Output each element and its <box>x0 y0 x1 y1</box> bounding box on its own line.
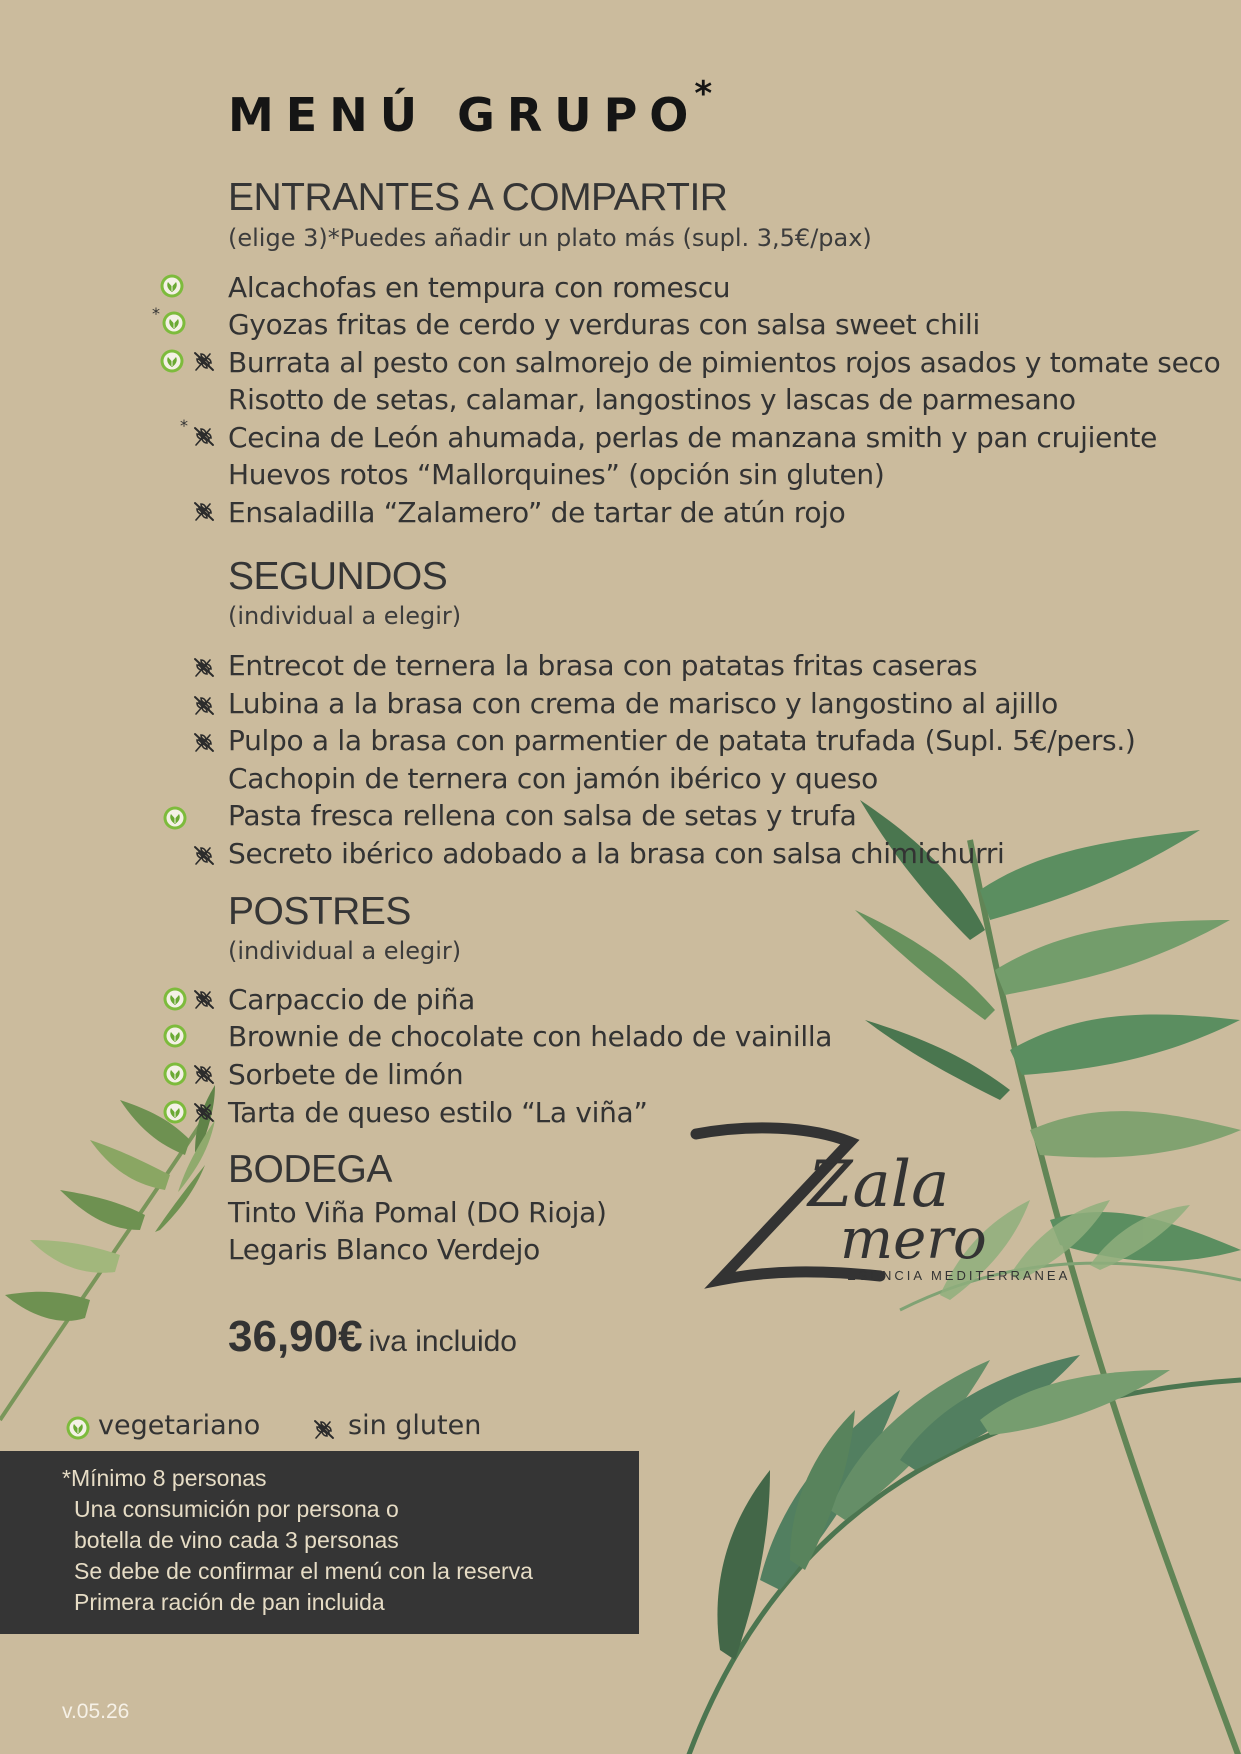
vegetarian-icon <box>163 1024 187 1048</box>
menu-item: Alcachofas en tempura con romescu <box>228 271 731 304</box>
menu-item: Tarta de queso estilo “La viña” <box>228 1096 648 1129</box>
gluten-free-icon <box>192 843 216 867</box>
menu-item: Huevos rotos “Mallorquines” (opción sin gluten) <box>228 458 885 491</box>
menu-item: Cachopin de ternera con jamón ibérico y queso <box>228 762 878 795</box>
menu-title: MENÚ GRUPO* <box>228 74 713 142</box>
menu-item: Pulpo a la brasa con parmentier de patata trufada (Supl. 5€/pers.) <box>228 724 1136 757</box>
menu-item: Lubina a la brasa con crema de marisco y langostino al ajillo <box>228 687 1058 720</box>
menu-item: Secreto ibérico adobado a la brasa con salsa chimichurri <box>228 837 1005 870</box>
section-heading-postres: POSTRES <box>228 890 411 933</box>
section-subtitle-entrantes: (elige 3)*Puedes añadir un plato más (supl. 3,5€/pax) <box>228 224 872 252</box>
menu-item: Risotto de setas, calamar, langostinos y lascas de parmesano <box>228 383 1076 416</box>
price-amount: 36,90€ <box>228 1312 363 1361</box>
condition-line: botella de vino cada 3 personas <box>74 1527 399 1553</box>
vegetarian-icon <box>160 349 184 373</box>
condition-line: *Mínimo 8 personas <box>62 1465 267 1491</box>
condition-line: Una consumición por persona o <box>74 1496 399 1522</box>
condition-line: Se debe de confirmar el menú con la reserva <box>74 1558 533 1584</box>
section-subtitle-segundos: (individual a elegir) <box>228 602 462 630</box>
zalamero-logo <box>690 1120 1070 1300</box>
menu-price <box>228 1312 517 1362</box>
section-subtitle-postres: (individual a elegir) <box>228 937 462 965</box>
condition-line: Primera ración de pan incluida <box>74 1589 385 1615</box>
gluten-free-icon <box>192 1100 216 1124</box>
gluten-free-icon <box>192 349 216 373</box>
gluten-free-icon <box>192 693 216 717</box>
menu-item: Gyozas fritas de cerdo y verduras con salsa sweet chili <box>228 308 980 341</box>
legend-vegetarian: vegetariano <box>98 1410 261 1441</box>
gluten-free-icon <box>312 1417 336 1441</box>
vegetarian-icon <box>160 274 184 298</box>
menu-item: Carpaccio de piña <box>228 983 476 1016</box>
logo-tagline: ESENCIA MEDITERRANEA <box>847 1268 1070 1283</box>
wine-item: Legaris Blanco Verdejo <box>228 1233 540 1266</box>
menu-item: Pasta fresca rellena con salsa de setas y trufa <box>228 799 857 832</box>
menu-item: Sorbete de limón <box>228 1058 464 1091</box>
asterisk-mark: * <box>180 416 188 435</box>
menu-item: Cecina de León ahumada, perlas de manzana smith y pan crujiente <box>228 421 1158 454</box>
vegetarian-icon <box>163 1062 187 1086</box>
menu-item: Burrata al pesto con salmorejo de pimientos rojos asados y tomate seco <box>228 346 1221 379</box>
conditions-box <box>0 1451 639 1634</box>
logo-name-top: Zala <box>808 1148 950 1222</box>
gluten-free-icon <box>192 424 216 448</box>
gluten-free-icon <box>192 1062 216 1086</box>
wine-item: Tinto Viña Pomal (DO Rioja) <box>228 1196 607 1229</box>
gluten-free-icon <box>192 499 216 523</box>
section-heading-segundos: SEGUNDOS <box>228 555 448 598</box>
logo-name-bottom: mero <box>840 1207 987 1272</box>
gluten-free-icon <box>192 655 216 679</box>
gluten-free-icon <box>192 987 216 1011</box>
vegetarian-icon <box>66 1416 90 1440</box>
title-asterisk: * <box>694 74 713 114</box>
version-label: v.05.26 <box>62 1700 130 1723</box>
vegetarian-icon <box>163 1100 187 1124</box>
menu-item: Entrecot de ternera la brasa con patatas fritas caseras <box>228 649 978 682</box>
vegetarian-icon <box>162 311 186 335</box>
section-heading-entrantes: ENTRANTES A COMPARTIR <box>228 176 728 219</box>
asterisk-mark: * <box>152 304 160 323</box>
menu-item: Brownie de chocolate con helado de vainilla <box>228 1020 833 1053</box>
price-tax-label: iva incluido <box>368 1325 517 1358</box>
gluten-free-icon <box>192 730 216 754</box>
menu-item: Ensaladilla “Zalamero” de tartar de atún rojo <box>228 496 846 529</box>
vegetarian-icon <box>163 806 187 830</box>
section-heading-bodega: BODEGA <box>228 1148 392 1191</box>
legend-gluten-free: sin gluten <box>348 1410 482 1441</box>
palm-leaf-left-illustration <box>0 1080 220 1440</box>
vegetarian-icon <box>163 987 187 1011</box>
